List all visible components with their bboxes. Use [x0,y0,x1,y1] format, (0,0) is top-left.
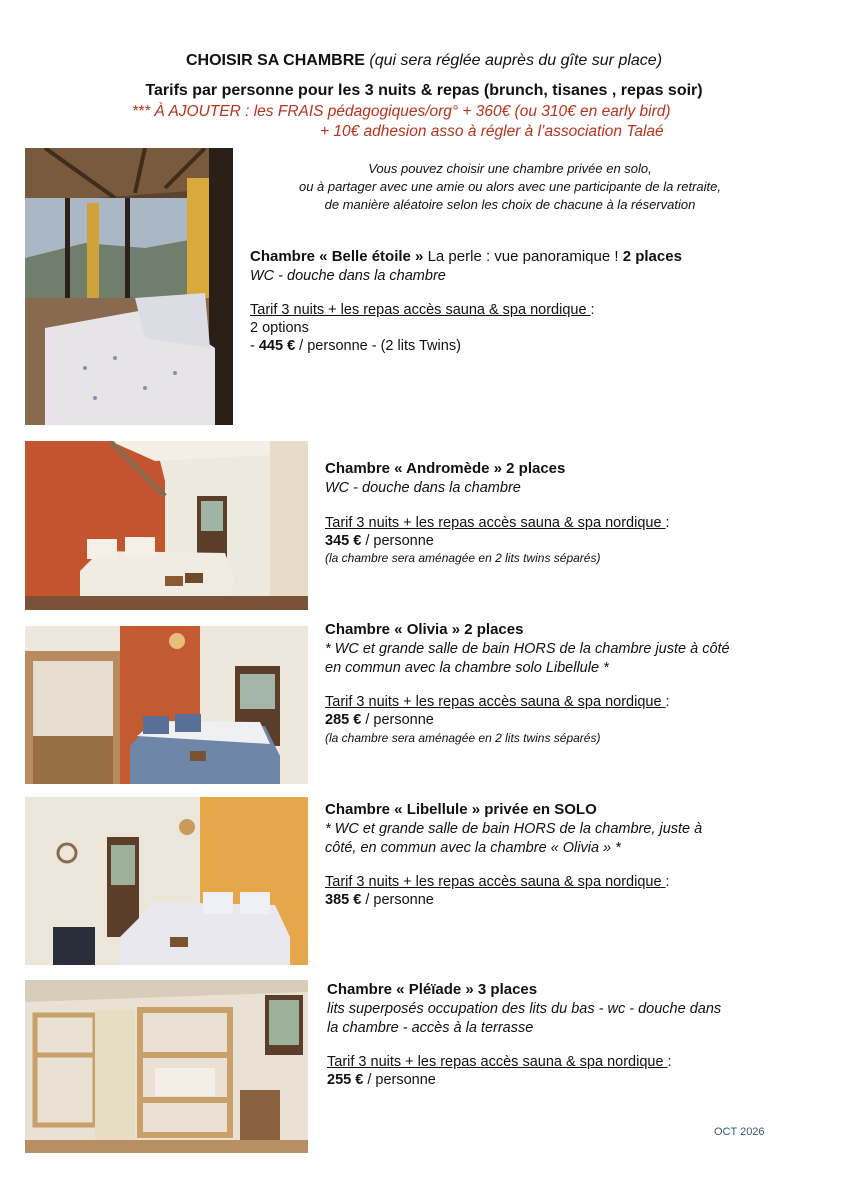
room-detail-2: côté, en commun avec la chambre « Olivia » * [325,840,621,856]
room-title-libellule: Chambre « Libellule » privée en SOLO [325,801,597,818]
room-detail-2: la chambre - accès à la terrasse [327,1020,534,1036]
room-detail-1: * WC et grande salle de bain HORS de la chambre, juste à [325,821,703,837]
extra-fees-line2: + 10€ adhesion asso à régler à l’association Talaé [320,123,664,140]
room-photo-libellule [25,797,308,965]
room-detail-2: en commun avec la chambre solo Libellule * [325,660,609,676]
room-title-belle-etoile: Chambre « Belle étoile » La perle : vue panoramique ! 2 places [250,248,682,265]
intro-text: Vous pouvez choisir une chambre privée en solo, ou à partager avec une amie ou alors avec une participante de la retraite, de manière aléatoire selon les choix de chacune à la réservation [298,161,722,212]
room-title-pleiade: Chambre « Pléïade » 3 places [327,981,538,998]
room-detail: WC - douche dans la chambre [325,480,521,496]
room-title-olivia: Chambre « Olivia » 2 places [325,621,524,638]
room-photo-pleiade [25,980,308,1153]
options-text: 2 options [250,320,309,336]
room-detail: WC - douche dans la chambre [250,268,446,284]
room-price: 255 € / personne [327,1072,436,1088]
page-title: CHOISIR SA CHAMBRE (qui sera réglée auprès du gîte sur place) [185,52,663,69]
room-price: 345 € / personne [325,533,434,549]
subtitle: Tarifs par personne pour les 3 nuits & repas (brunch, tisanes , repas soir) [145,82,703,99]
footer-date: OCT 2026 [714,1126,765,1138]
room-note: (la chambre sera aménagée en 2 lits twins séparés) [325,551,601,565]
extra-fees-line1: *** À AJOUTER : les FRAIS pédagogiques/org° + 360€ (ou 310€ en early bird) [132,103,671,120]
room-photo-andromede [25,441,308,610]
tarif-label: Tarif 3 nuits + les repas accès sauna & spa nordique : [325,874,670,890]
room-price: - 445 € / personne - (2 lits Twins) [250,338,461,354]
tarif-label: Tarif 3 nuits + les repas accès sauna & spa nordique : [250,302,595,318]
room-detail-1: * WC et grande salle de bain HORS de la chambre juste à côté [325,641,730,657]
room-title-andromede: Chambre « Andromède » 2 places [325,460,566,477]
room-detail-1: lits superposés occupation des lits du bas - wc - douche dans [327,1001,722,1017]
room-price: 385 € / personne [325,892,434,908]
room-price: 285 € / personne [325,712,434,728]
room-note: (la chambre sera aménagée en 2 lits twins séparés) [325,731,601,745]
room-photo-olivia [25,626,308,784]
tarif-label: Tarif 3 nuits + les repas accès sauna & spa nordique : [325,515,670,531]
room-photo-belle-etoile [25,148,233,425]
tarif-label: Tarif 3 nuits + les repas accès sauna & spa nordique : [327,1054,672,1070]
tarif-label: Tarif 3 nuits + les repas accès sauna & spa nordique : [325,694,670,710]
